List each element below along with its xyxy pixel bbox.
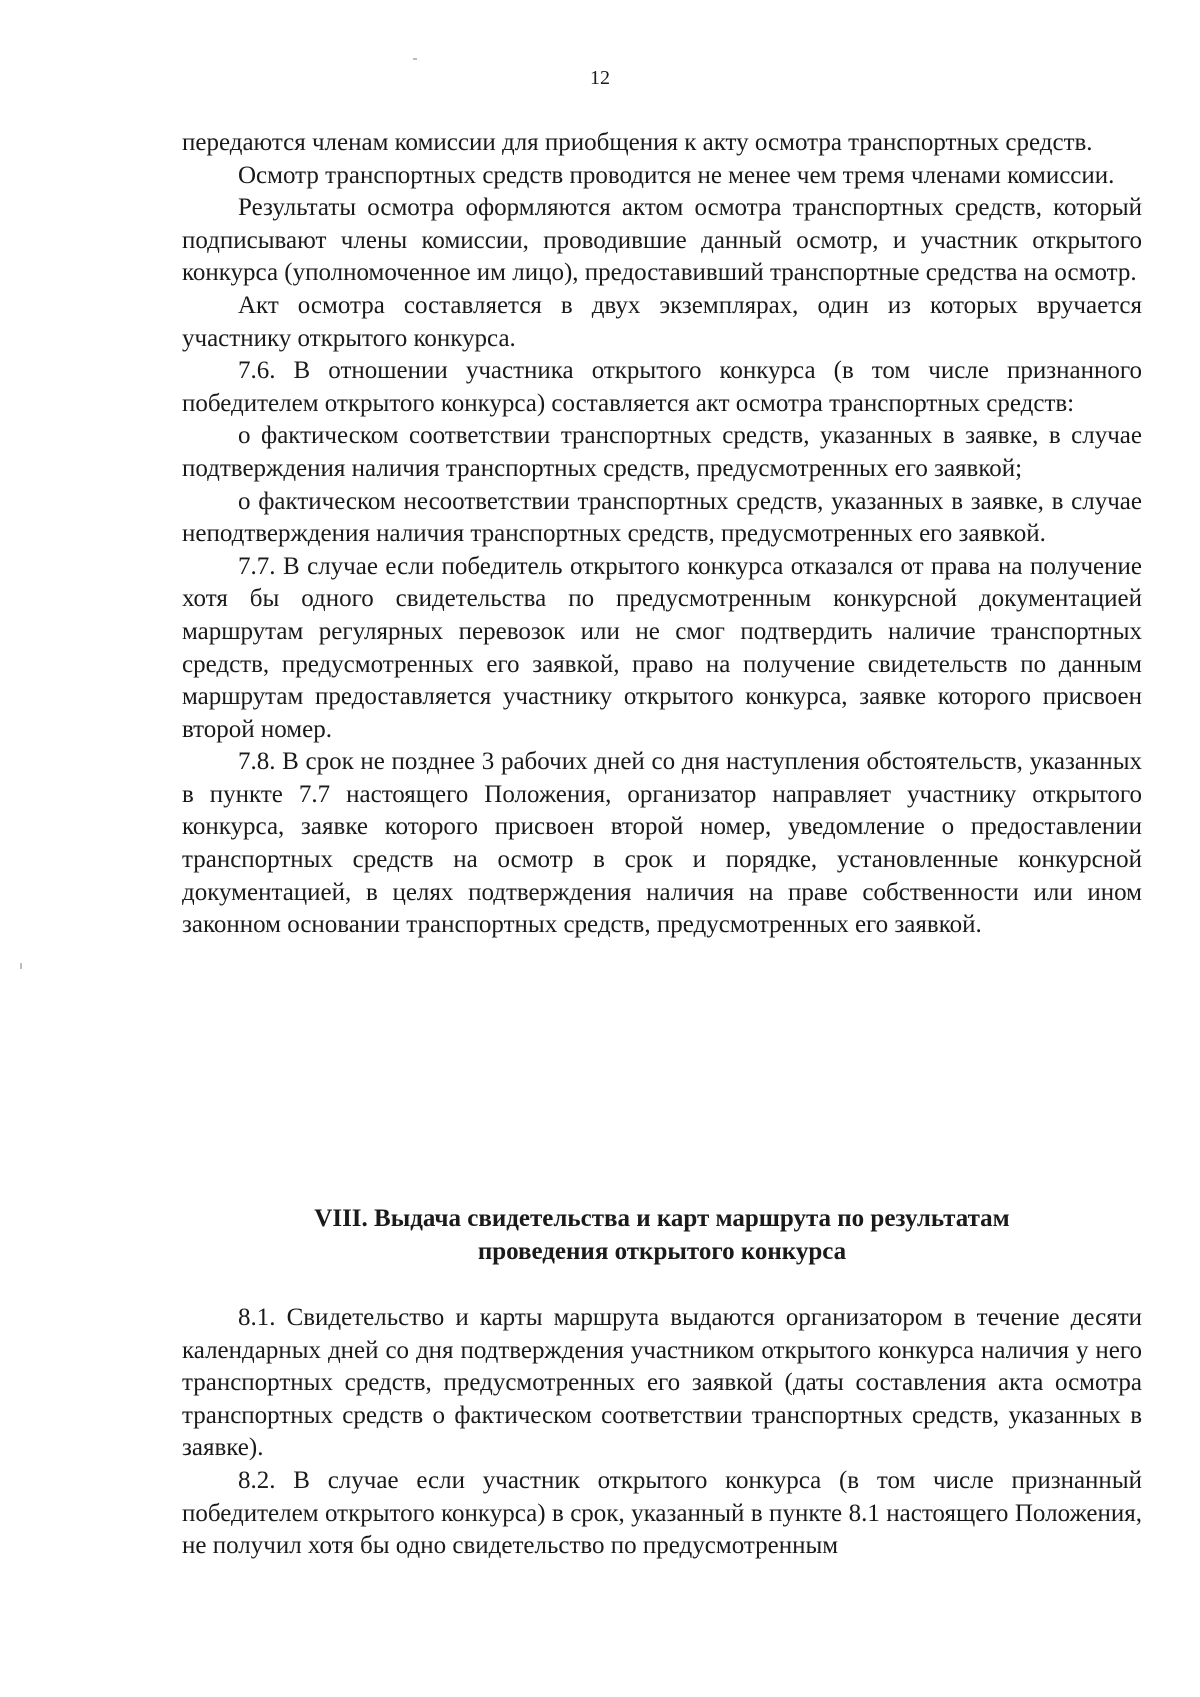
paragraph: Акт осмотра составляется в двух экземплярах, один из которых вручается участнику открытого конкурса. [182, 291, 1142, 352]
scan-speck [20, 963, 22, 969]
section-heading [182, 1202, 1142, 1268]
section-8-text [182, 1302, 1142, 1563]
main-text [182, 127, 1142, 942]
paragraph-7-6: 7.6. В отношении участника открытого конкурса (в том числе признанного победителем открытого конкурса) составляется акт осмотра транспортных средств: [182, 357, 1142, 417]
paragraph-7-8: 7.8. В срок не позднее 3 рабочих дней со дня наступления обстоятельств, указанных в пункте 7.7 настоящего Положения, организатор направляет участнику открытого конкурса, заявке которого присвоен второй номер, уведомление о предоставлении транспортных средств на осмотр в срок и порядке, установленные конкурсной документацией, в целях подтверждения наличия на праве собственности или ином законном основании транспортных средств, предусмотренных его заявкой. [182, 748, 1142, 939]
paragraph: Результаты осмотра оформляются актом осмотра транспортных средств, который подписывают члены комиссии, проводившие данный осмотр, и участник открытого конкурса (уполномоченное им лицо), предоставивший транспортные средства на осмотр. [182, 194, 1142, 287]
paragraph: о фактическом несоответствии транспортных средств, указанных в заявке, в случае неподтверждения наличия транспортных средств, предусмотренных его заявкой. [182, 487, 1142, 548]
page-number: 12 [590, 67, 610, 89]
section-heading-line: VIII. Выдача свидетельства и карт маршрута по результатам [314, 1205, 1010, 1232]
paragraph: о фактическом соответствии транспортных средств, указанных в заявке, в случае подтверждения наличия транспортных средств, предусмотренных его заявкой; [182, 422, 1142, 482]
paragraph-8-2: 8.2. В случае если участник открытого конкурса (в том числе признанный победителем открытого конкурса) в срок, указанный в пункте 8.1 настоящего Положения, не получил хотя бы одно свидетельство по предусмотренным [182, 1466, 1142, 1560]
paragraph: Осмотр транспортных средств проводится не менее чем тремя членами комиссии. [238, 161, 1115, 189]
scan-speck [413, 58, 417, 60]
paragraph-8-1: 8.1. Свидетельство и карты маршрута выдаются организатором в течение десяти календарных дней со дня подтверждения участником открытого конкурса наличия у него транспортных средств, предусмотренных его заявкой (даты составления акта осмотра транспортных средств о фактическом соответствии транспортных средств, указанных в заявке). [182, 1304, 1142, 1462]
paragraph: передаются членам комиссии для приобщения к акту осмотра транспортных средств. [182, 129, 1093, 156]
paragraph-7-7: 7.7. В случае если победитель открытого конкурса отказался от права на получение хотя бы одного свидетельства по предусмотренным конкурсной документацией маршрутам регулярных перевозок или не смог подтвердить наличие транспортных средств, предусмотренных его заявкой, право на получение свидетельств по данным маршрутам предоставляется участнику открытого конкурса, заявке которого присвоен второй номер. [182, 552, 1142, 743]
section-heading-line: проведения открытого конкурса [477, 1238, 847, 1265]
